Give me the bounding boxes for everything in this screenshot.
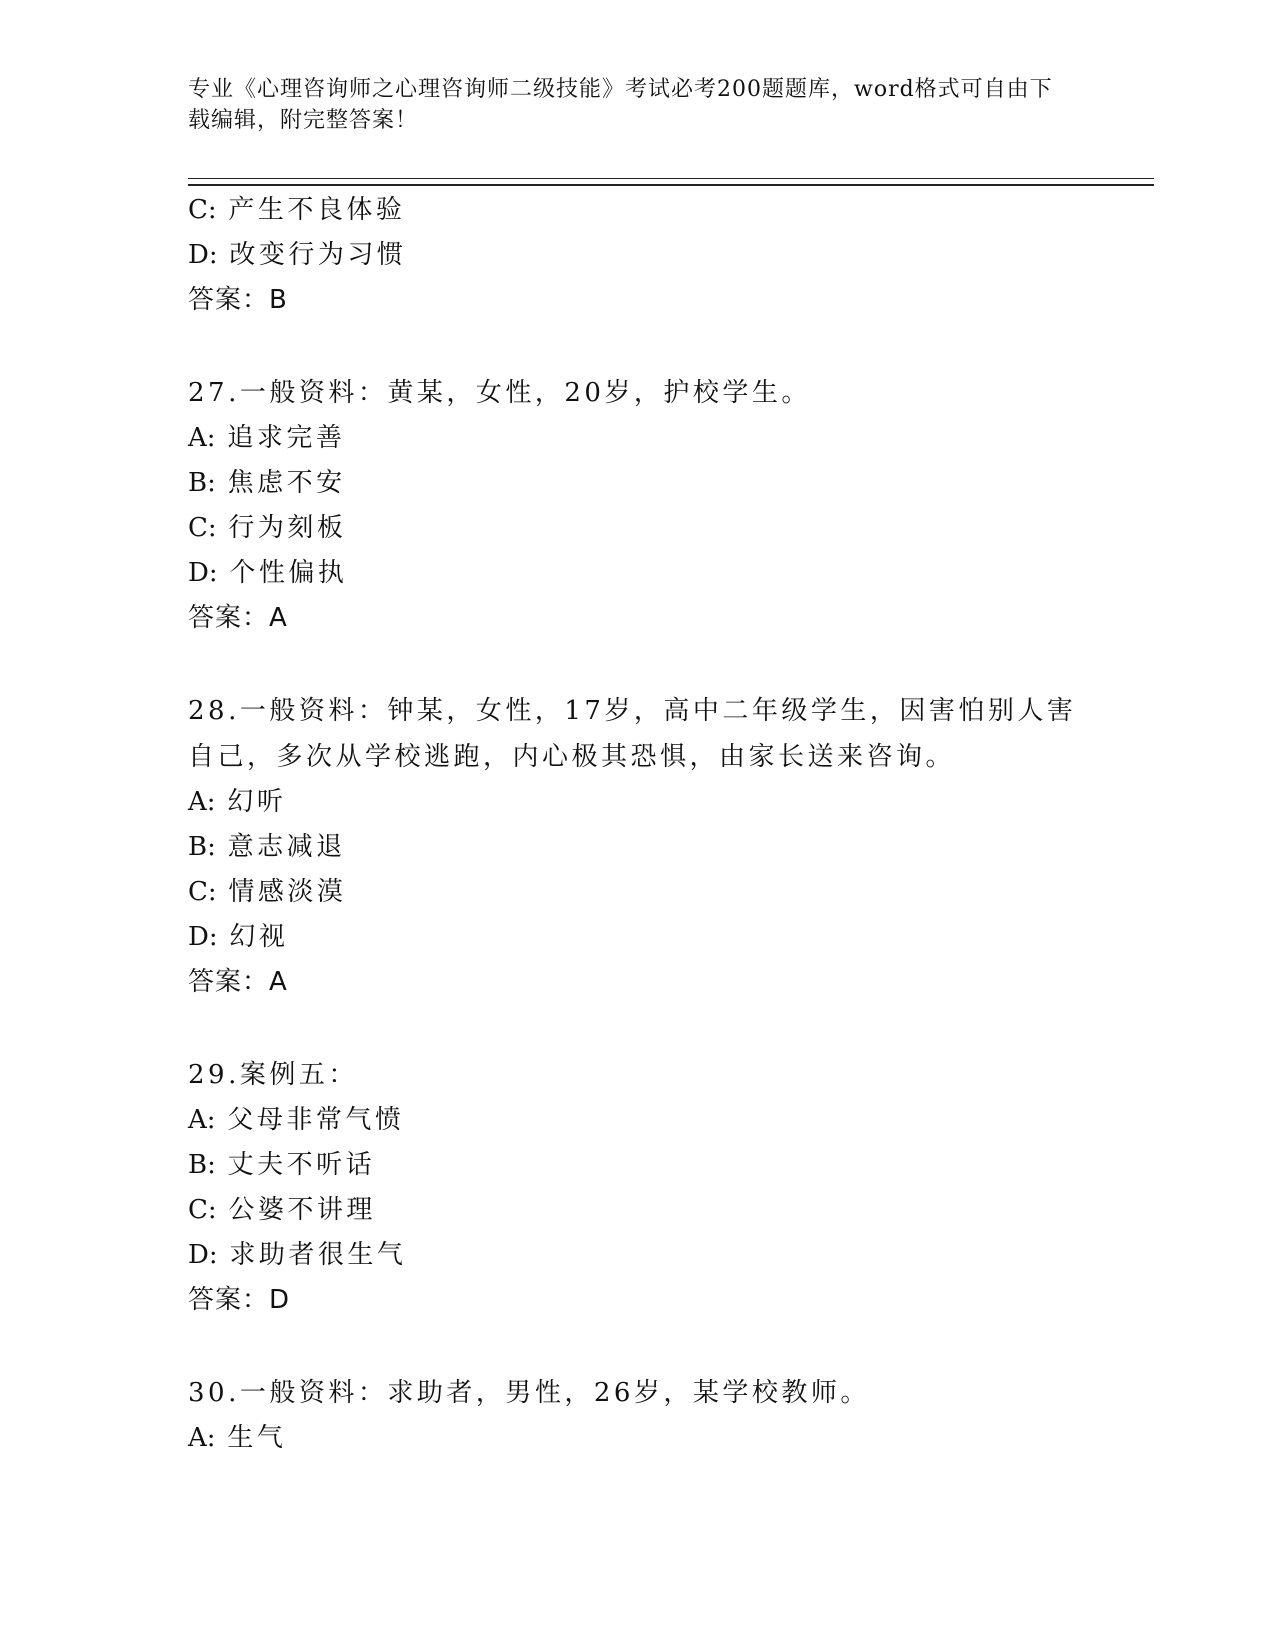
- option-label: A:: [188, 1423, 216, 1453]
- option-text: 意志减退: [227, 832, 346, 862]
- option-text: 改变行为习惯: [229, 240, 407, 270]
- answer: 答案：D: [188, 1285, 291, 1315]
- option-d: [188, 915, 1088, 960]
- option-label: A:: [188, 1105, 216, 1135]
- question-28: [188, 688, 1088, 1005]
- option-text: 情感淡漠: [228, 877, 347, 907]
- option-text: 产生不良体验: [228, 195, 406, 225]
- option-text: 追求完善: [227, 423, 346, 453]
- question-stem: 27.一般资料：黄某，女性，20岁，护校学生。: [188, 378, 811, 408]
- option-b: [188, 825, 1088, 870]
- option-a: [188, 416, 1088, 461]
- question-29: [188, 1052, 1088, 1323]
- option-text: 公婆不讲理: [228, 1195, 376, 1225]
- option-label: B:: [188, 1150, 216, 1180]
- option-label: D:: [188, 1240, 218, 1270]
- option-label: A:: [188, 423, 216, 453]
- option-b: [188, 1143, 1088, 1188]
- question-stem: 29.案例五：: [188, 1060, 358, 1090]
- option-text: 焦虑不安: [227, 468, 346, 498]
- option-c: [188, 506, 1088, 551]
- option-label: B:: [188, 832, 216, 862]
- document-body: [188, 188, 1088, 1461]
- option-text: 丈夫不听话: [227, 1150, 376, 1180]
- option-label: D:: [188, 922, 218, 952]
- option-label: A:: [188, 787, 216, 817]
- option-label: C:: [188, 1195, 217, 1225]
- header-divider: [188, 178, 1154, 186]
- option-text: 行为刻板: [228, 513, 347, 543]
- option-a: [188, 1098, 1088, 1143]
- option-c: [188, 1188, 1088, 1233]
- option-label: C:: [188, 877, 217, 907]
- option-label: C:: [188, 195, 217, 225]
- option-c: [188, 188, 1088, 233]
- question-stem: 30.一般资料：求助者，男性，26岁，某学校教师。: [188, 1378, 870, 1408]
- option-label: C:: [188, 513, 217, 543]
- option-d: [188, 1233, 1088, 1278]
- option-a: [188, 1416, 1088, 1461]
- option-text: 幻听: [227, 787, 287, 817]
- answer: 答案：A: [188, 603, 288, 633]
- option-c: [188, 870, 1088, 915]
- option-a: [188, 780, 1088, 825]
- option-d: [188, 233, 1088, 278]
- option-text: 个性偏执: [229, 558, 348, 588]
- question-30: [188, 1370, 1088, 1461]
- answer: 答案：B: [188, 285, 288, 315]
- option-label: B:: [188, 468, 216, 498]
- partial-question: [188, 188, 1088, 323]
- option-text: 父母非常气愤: [227, 1105, 405, 1135]
- option-b: [188, 461, 1088, 506]
- question-27: [188, 370, 1088, 641]
- question-stem: 28.一般资料：钟某，女性，17岁，高中二年级学生，因害怕别人害自己，多次从学校逃跑，内心极其恐惧，由家长送来咨询。: [188, 696, 1077, 772]
- answer: 答案：A: [188, 967, 288, 997]
- option-text: 求助者很生气: [229, 1240, 407, 1270]
- option-text: 幻视: [229, 922, 289, 952]
- option-label: D:: [188, 240, 218, 270]
- option-label: D:: [188, 558, 218, 588]
- option-text: 生气: [227, 1423, 287, 1453]
- option-d: [188, 551, 1088, 596]
- document-header: 专业《心理咨询师之心理咨询师二级技能》考试必考200题题库，word格式可自由下载编辑，附完整答案！: [188, 77, 1053, 133]
